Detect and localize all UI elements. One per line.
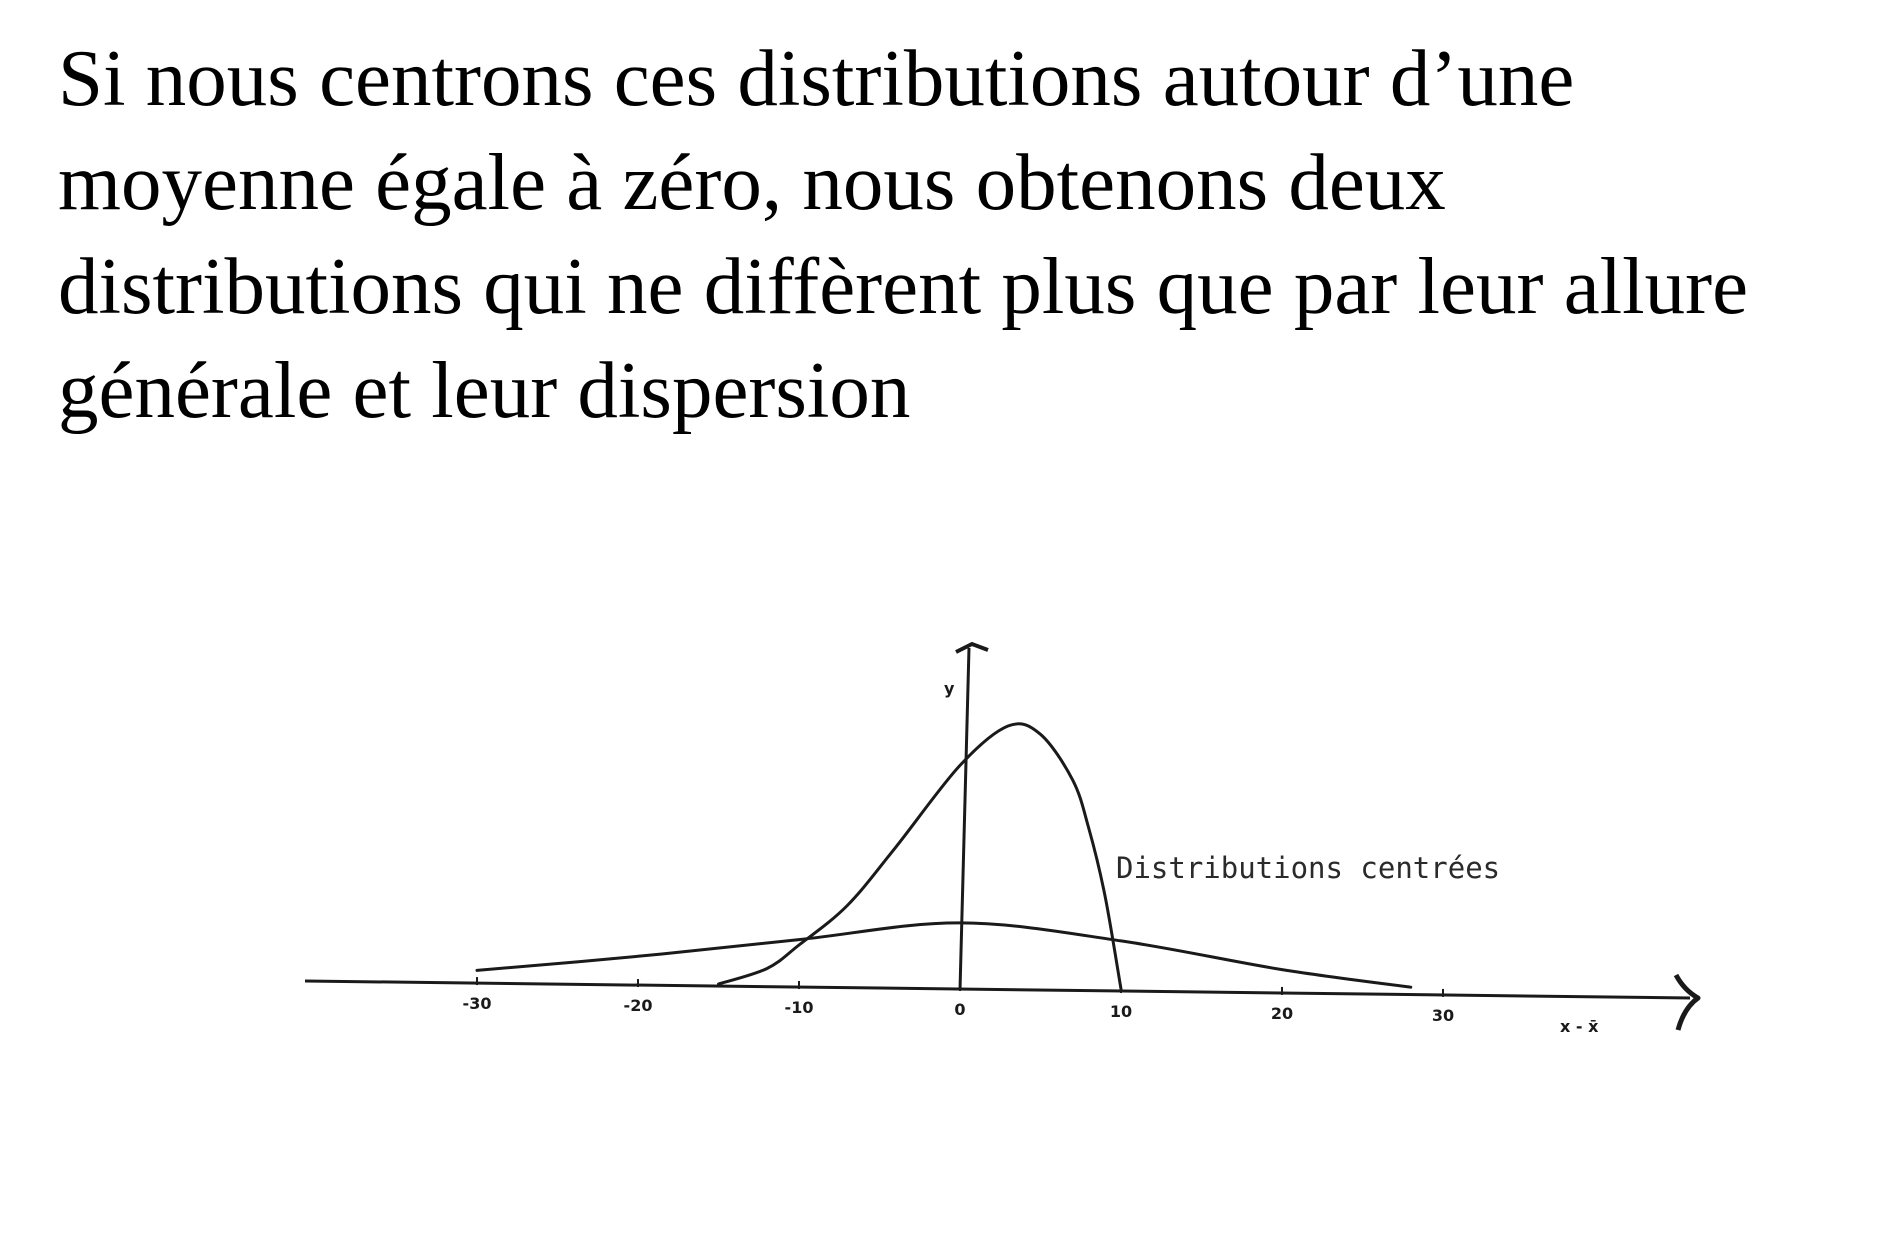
wide-distribution-curve <box>477 923 1411 987</box>
text-line-3: distributions qui ne diffèrent plus que par leur allure <box>58 241 1749 331</box>
y-axis-arrowhead <box>956 644 988 652</box>
y-axis <box>944 644 988 990</box>
x-tick-label: 0 <box>954 1000 966 1019</box>
x-tick-label: -30 <box>462 994 492 1014</box>
x-tick-label: -20 <box>623 996 653 1016</box>
y-axis-line <box>960 648 969 990</box>
x-tick-label: -10 <box>784 998 814 1018</box>
narrow-distribution-curve <box>719 724 1122 989</box>
x-tick-label: 20 <box>1270 1003 1294 1023</box>
text-line-2: moyenne égale à zéro, nous obtenons deux <box>58 137 1446 227</box>
distributions-annotation: Distributions centrées <box>1116 851 1501 885</box>
x-axis-arrowhead <box>1676 975 1698 1030</box>
text-line-1: Si nous centrons ces distributions autour d’une <box>58 33 1575 123</box>
text-line-4: générale et leur dispersion <box>58 345 911 435</box>
y-axis-label: y <box>944 679 955 698</box>
x-axis-label: x - x̄ <box>1560 1017 1599 1036</box>
x-axis-line <box>305 981 1690 998</box>
x-tick-label: 10 <box>1109 1001 1133 1021</box>
x-tick-label: 30 <box>1431 1005 1455 1025</box>
x-axis <box>305 975 1698 1036</box>
